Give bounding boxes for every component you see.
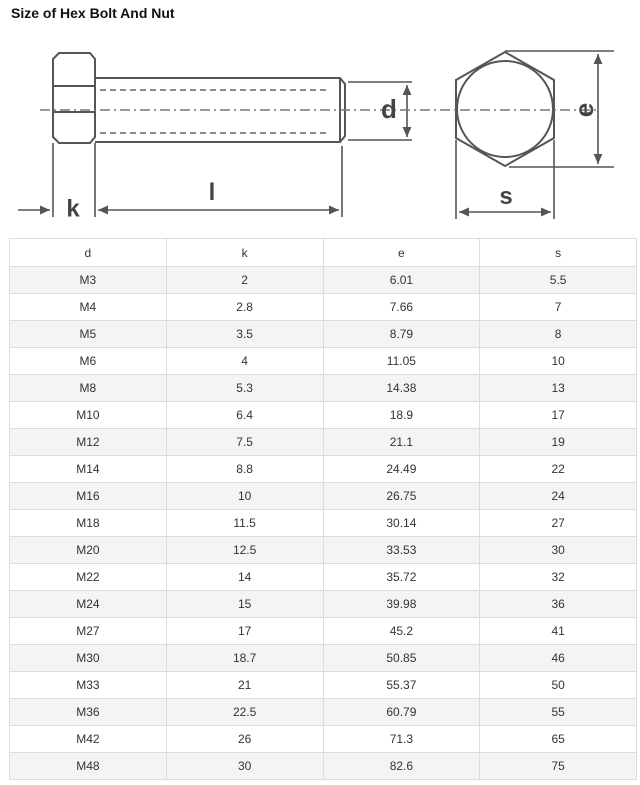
cell-k: 5.3 [166, 375, 323, 402]
column-header-s: s [480, 239, 637, 267]
cell-k: 30 [166, 753, 323, 780]
cell-d: M18 [10, 510, 167, 537]
cell-d: M22 [10, 564, 167, 591]
cell-d: M14 [10, 456, 167, 483]
table-row [10, 321, 637, 348]
cell-e: 33.53 [323, 537, 480, 564]
table-row [10, 510, 637, 537]
cell-d: M10 [10, 402, 167, 429]
cell-s: 24 [480, 483, 637, 510]
table-row [10, 375, 637, 402]
cell-e: 35.72 [323, 564, 480, 591]
cell-k: 2.8 [166, 294, 323, 321]
cell-d: M4 [10, 294, 167, 321]
cell-e: 60.79 [323, 699, 480, 726]
cell-d: M30 [10, 645, 167, 672]
table-row [10, 699, 637, 726]
cell-k: 14 [166, 564, 323, 591]
cell-d: M8 [10, 375, 167, 402]
cell-k: 4 [166, 348, 323, 375]
cell-d: M6 [10, 348, 167, 375]
table-row [10, 402, 637, 429]
cell-k: 18.7 [166, 645, 323, 672]
cell-d: M42 [10, 726, 167, 753]
table-row [10, 672, 637, 699]
cell-k: 21 [166, 672, 323, 699]
cell-d: M20 [10, 537, 167, 564]
cell-e: 6.01 [323, 267, 480, 294]
cell-e: 71.3 [323, 726, 480, 753]
label-k: k [66, 195, 80, 223]
cell-s: 36 [480, 591, 637, 618]
cell-e: 18.9 [323, 402, 480, 429]
cell-s: 10 [480, 348, 637, 375]
cell-s: 32 [480, 564, 637, 591]
cell-s: 22 [480, 456, 637, 483]
column-header-d: d [10, 239, 167, 267]
cell-d: M24 [10, 591, 167, 618]
cell-e: 82.6 [323, 753, 480, 780]
cell-s: 55 [480, 699, 637, 726]
label-e: e [568, 102, 599, 118]
table-row [10, 726, 637, 753]
cell-k: 26 [166, 726, 323, 753]
thread-lines [100, 90, 330, 133]
cell-k: 22.5 [166, 699, 323, 726]
cell-s: 8 [480, 321, 637, 348]
cell-e: 7.66 [323, 294, 480, 321]
cell-k: 17 [166, 618, 323, 645]
cell-s: 75 [480, 753, 637, 780]
bolt-size-table [9, 238, 637, 780]
cell-e: 39.98 [323, 591, 480, 618]
table-row [10, 618, 637, 645]
cell-s: 19 [480, 429, 637, 456]
label-s: s [499, 183, 513, 210]
cell-d: M3 [10, 267, 167, 294]
cell-e: 21.1 [323, 429, 480, 456]
cell-k: 7.5 [166, 429, 323, 456]
cell-s: 5.5 [480, 267, 637, 294]
cell-s: 17 [480, 402, 637, 429]
table-row [10, 591, 637, 618]
column-header-k: k [166, 239, 323, 267]
column-header-e: e [323, 239, 480, 267]
cell-e: 14.38 [323, 375, 480, 402]
table-row [10, 753, 637, 780]
cell-d: M36 [10, 699, 167, 726]
cell-s: 27 [480, 510, 637, 537]
cell-k: 10 [166, 483, 323, 510]
table-row [10, 429, 637, 456]
cell-s: 65 [480, 726, 637, 753]
cell-e: 26.75 [323, 483, 480, 510]
cell-d: M16 [10, 483, 167, 510]
cell-s: 7 [480, 294, 637, 321]
cell-e: 45.2 [323, 618, 480, 645]
table-row [10, 483, 637, 510]
table-row [10, 537, 637, 564]
cell-s: 41 [480, 618, 637, 645]
cell-k: 2 [166, 267, 323, 294]
cell-e: 8.79 [323, 321, 480, 348]
cell-e: 30.14 [323, 510, 480, 537]
cell-k: 12.5 [166, 537, 323, 564]
cell-k: 8.8 [166, 456, 323, 483]
table-row [10, 348, 637, 375]
table-header-row [10, 239, 637, 267]
table-row [10, 645, 637, 672]
cell-d: M27 [10, 618, 167, 645]
cell-e: 55.37 [323, 672, 480, 699]
table-row [10, 564, 637, 591]
cell-s: 46 [480, 645, 637, 672]
cell-e: 24.49 [323, 456, 480, 483]
table-row [10, 294, 637, 321]
table-row [10, 267, 637, 294]
cell-e: 50.85 [323, 645, 480, 672]
cell-d: M5 [10, 321, 167, 348]
cell-d: M48 [10, 753, 167, 780]
cell-e: 11.05 [323, 348, 480, 375]
bolt-head-shape [53, 53, 95, 143]
label-l: l [208, 179, 216, 206]
label-d: d [381, 93, 397, 124]
hex-nut-shape [456, 52, 554, 166]
cell-s: 50 [480, 672, 637, 699]
cell-s: 13 [480, 375, 637, 402]
hex-bolt-diagram [0, 30, 640, 235]
cell-k: 11.5 [166, 510, 323, 537]
cell-k: 3.5 [166, 321, 323, 348]
page-title: Size of Hex Bolt And Nut [11, 5, 175, 21]
cell-d: M33 [10, 672, 167, 699]
cell-d: M12 [10, 429, 167, 456]
cell-k: 6.4 [166, 402, 323, 429]
table-row [10, 456, 637, 483]
cell-s: 30 [480, 537, 637, 564]
cell-k: 15 [166, 591, 323, 618]
